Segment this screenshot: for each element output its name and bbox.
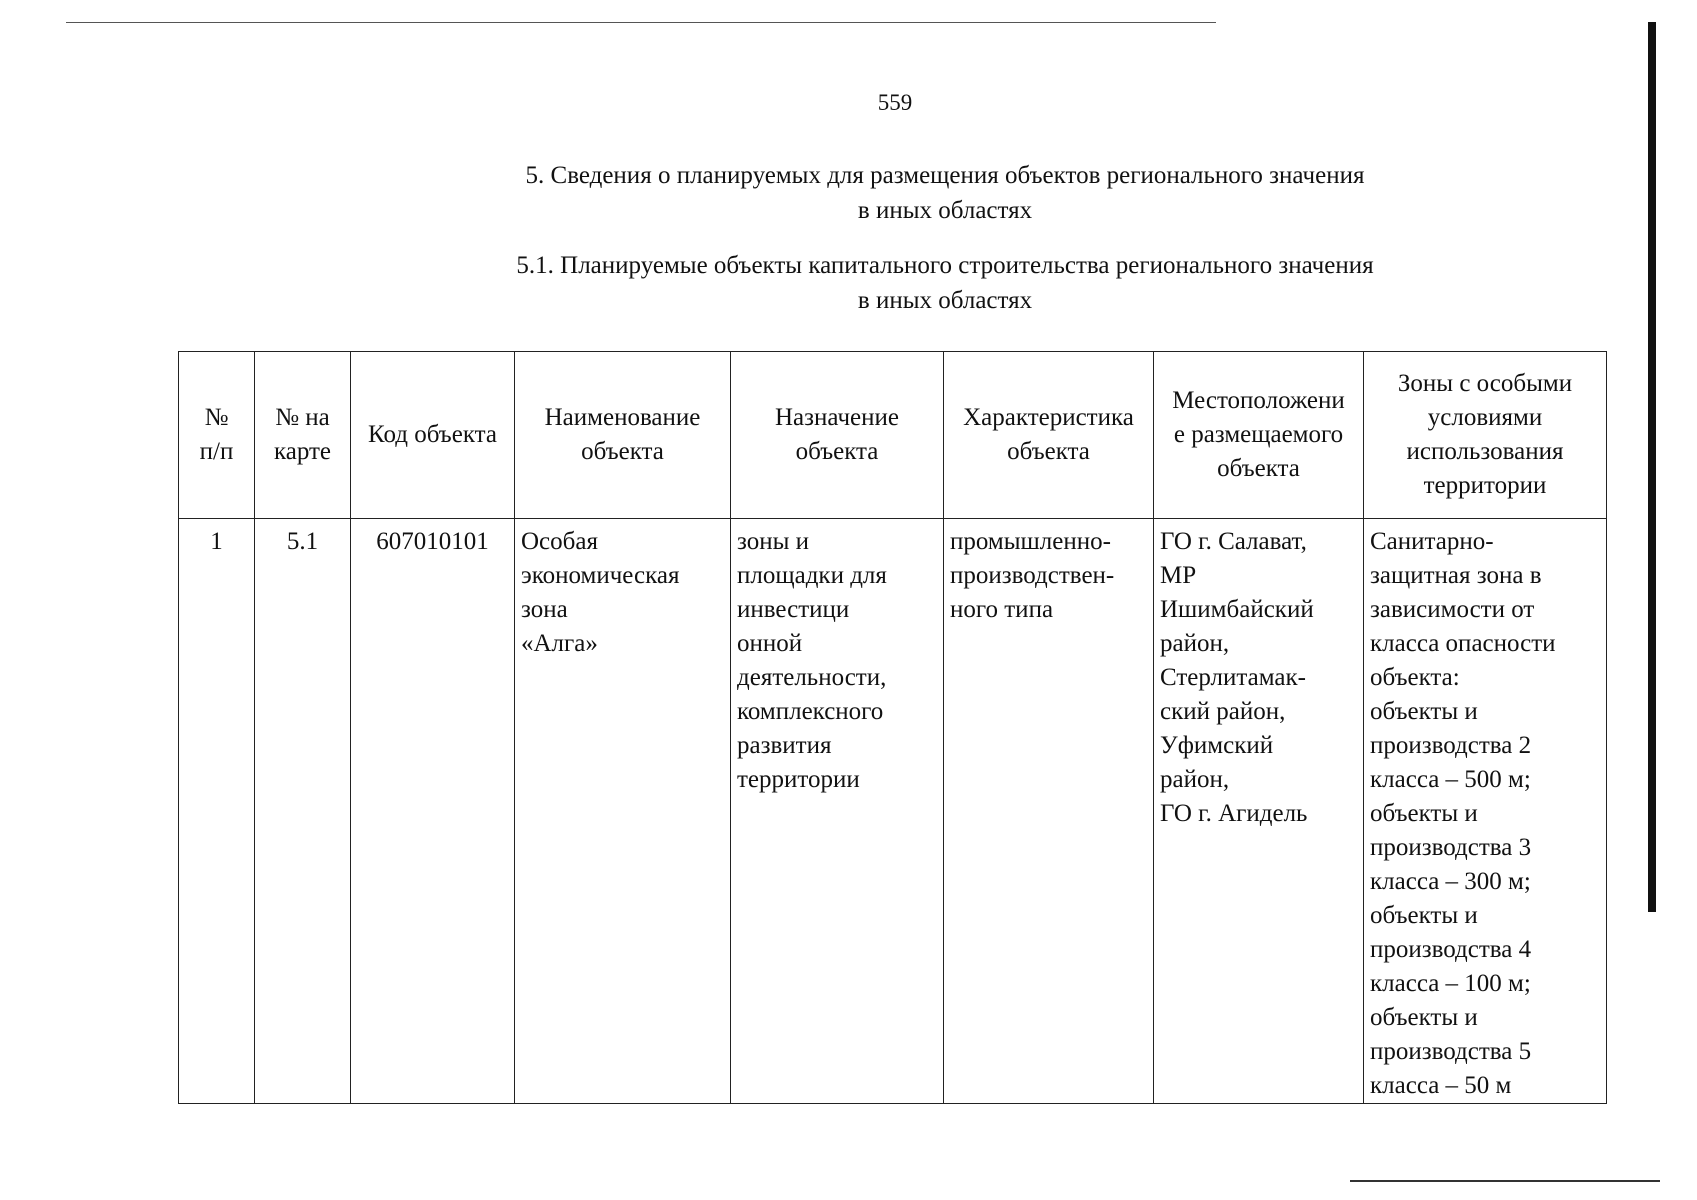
scan-border-top [66, 22, 1216, 23]
header-object-characteristic: Характеристика объекта [944, 352, 1154, 519]
header-object-code: Код объекта [351, 352, 515, 519]
scan-border-bottom [1350, 1180, 1660, 1182]
section-heading-line-1: 5. Сведения о планируемых для размещения объектов регионального значения [525, 162, 1365, 189]
cell-object-name: Особая экономическая зона «Алга» [515, 519, 731, 1104]
cell-special-zones: Санитарно- защитная зона в зависимости от класса опасности объекта: объекты и производства 2 класса – 500 м; объекты и производства 3 класса – 300 м; объекты и производства 4 класса – 100 м; объекты и производства 5 класса – 50 м [1364, 519, 1607, 1104]
header-object-name: Наименование объекта [515, 352, 731, 519]
header-object-location: Местоположени е размещаемого объекта [1154, 352, 1364, 519]
subsection-heading [340, 248, 1550, 318]
table-header-row [179, 352, 1607, 519]
section-heading [340, 158, 1550, 228]
scan-edge-right [1648, 22, 1656, 912]
header-object-purpose: Назначение объекта [731, 352, 944, 519]
page-number: 559 [877, 90, 913, 115]
cell-map-number: 5.1 [255, 519, 351, 1104]
cell-object-characteristic: промышленно- производствен- ного типа [944, 519, 1154, 1104]
header-map-number: № на карте [255, 352, 351, 519]
header-row-number: № п/п [179, 352, 255, 519]
subsection-heading-line-1: 5.1. Планируемые объекты капитального строительства регионального значения [516, 252, 1374, 279]
section-heading-line-2: в иных областях [857, 197, 1033, 224]
table-row [179, 519, 1607, 1104]
subsection-heading-line-2: в иных областях [857, 287, 1033, 314]
cell-row-number: 1 [179, 519, 255, 1104]
objects-table [178, 351, 1607, 1104]
cell-object-purpose: зоны и площадки для инвестици онной деятельности, комплексного развития территории [731, 519, 944, 1104]
cell-object-location: ГО г. Салават, МР Ишимбайский район, Стерлитамак- ский район, Уфимский район, ГО г. Агидель [1154, 519, 1364, 1104]
cell-object-code: 607010101 [351, 519, 515, 1104]
header-special-zones: Зоны с особыми условиями использования территории [1364, 352, 1607, 519]
